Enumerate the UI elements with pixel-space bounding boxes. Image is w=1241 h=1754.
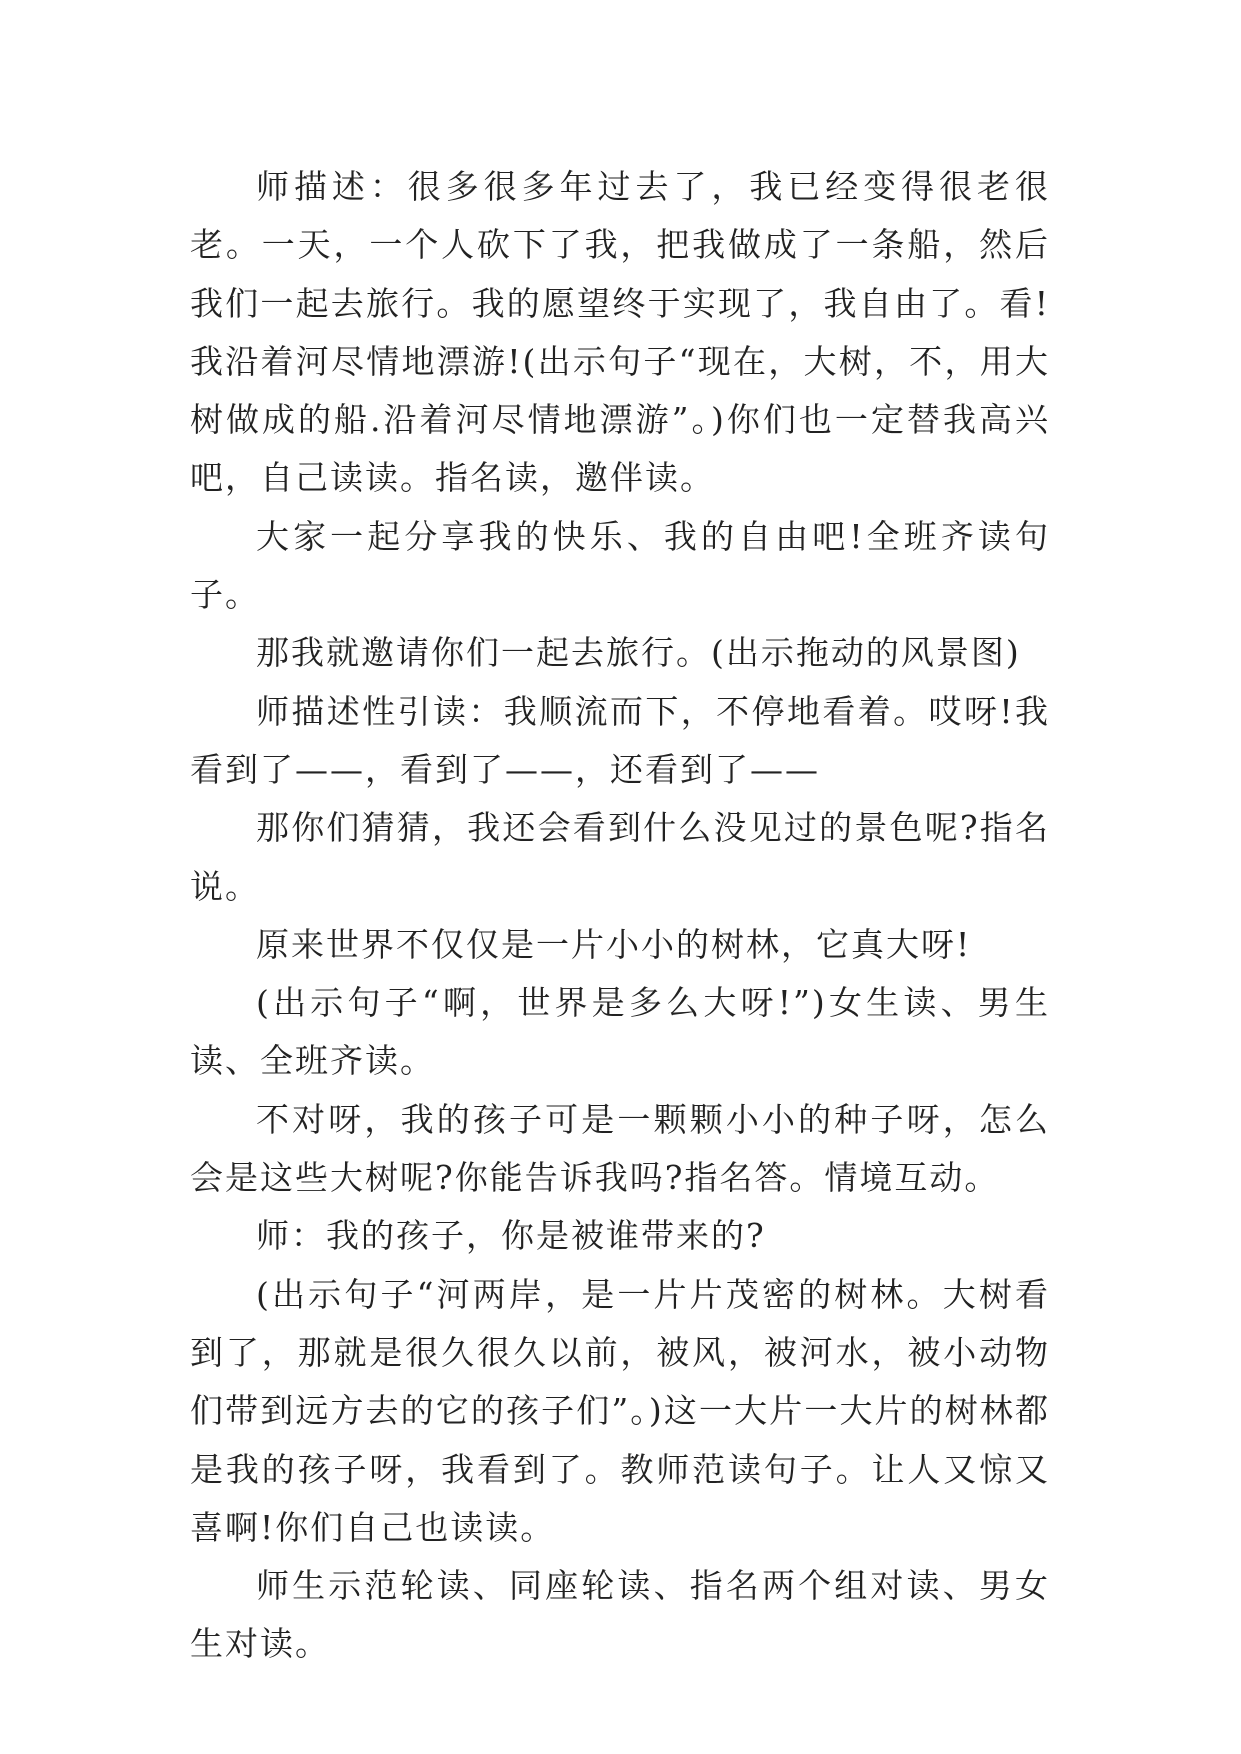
paragraph-11: 师生示范轮读、同座轮读、指名两个组对读、男女生对读。 xyxy=(190,1566,1050,1664)
paragraph-6: 原来世界不仅仅是一片小小的树林，它真大呀! xyxy=(256,924,972,964)
paragraph-4: 师描述性引读：我顺流而下，不停地看着。哎呀!我看到了——，看到了——，还看到了—— xyxy=(190,691,1050,789)
paragraph-5: 那你们猜猜，我还会看到什么没见过的景色呢?指名说。 xyxy=(190,808,1050,906)
paragraph-2: 大家一起分享我的快乐、我的自由吧!全班齐读句子。 xyxy=(190,516,1050,615)
paragraph-7: (出示句子“啊，世界是多么大呀!”)女生读、男生读、全班齐读。 xyxy=(190,983,1050,1081)
paragraph-8: 不对呀，我的孩子可是一颗颗小小的种子呀，怎么会是这些大树呢?你能告诉我吗?指名答。情境互动。 xyxy=(190,1099,1050,1198)
paragraph-10: (出示句子“河两岸，是一片片茂密的树林。大树看到了，那就是很久很久以前，被风，被河水，被小动物们带到远方去的它的孩子们”。)这一大片一大片的树林都是我的孩子呀，我看到了。教师范读句子。让人又惊又喜啊!你们自己也读读。 xyxy=(190,1274,1050,1547)
paragraph-1: 师描述：很多很多年过去了，我已经变得很老很老。一天，一个人砍下了我，把我做成了一条船，然后我们一起去旅行。我的愿望终于实现了，我自由了。看!我沿着河尽情地漂游!(出示句子“现在，大树，不，用大树做成的船.沿着河尽情地漂游”。)你们也一定替我高兴吧，自己读读。指名读，邀伴读。 xyxy=(190,167,1050,498)
paragraph-9: 师：我的孩子，你是被谁带来的? xyxy=(256,1216,766,1256)
paragraph-3: 那我就邀请你们一起去旅行。(出示拖动的风景图) xyxy=(256,633,1021,673)
body-text xyxy=(190,158,1050,1674)
